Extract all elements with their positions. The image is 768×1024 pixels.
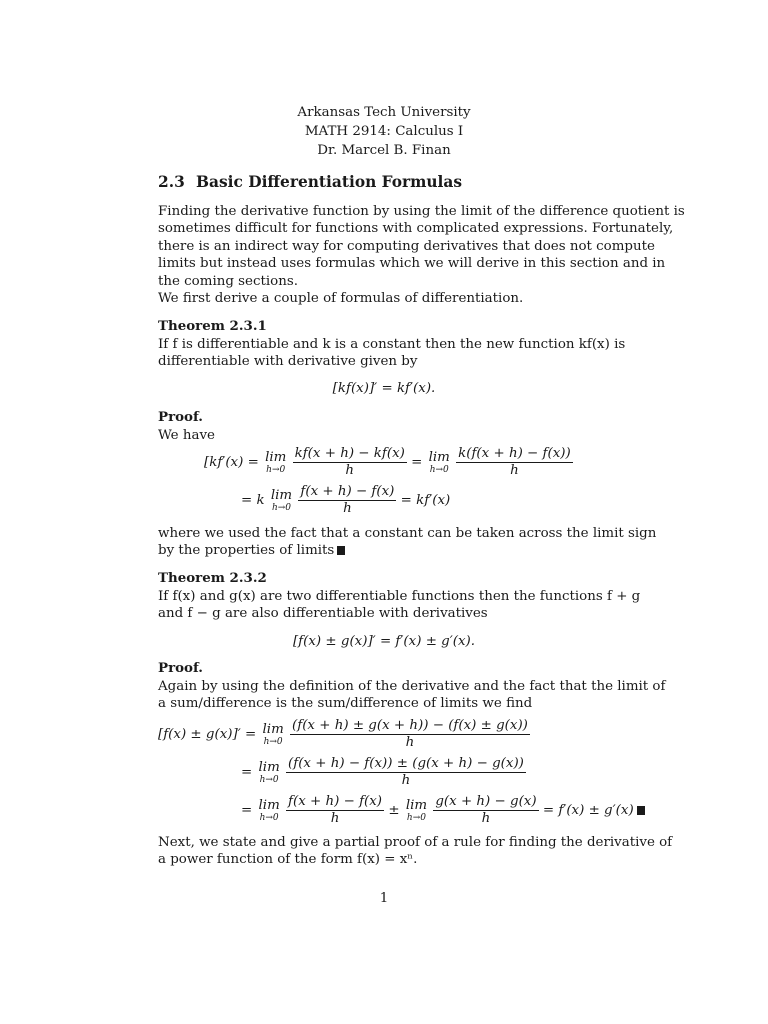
proof-1-conclusion [158, 525, 657, 560]
limit-operator: lim h→0 [428, 449, 450, 475]
fraction: $\frac{(f(x + h) - f(x)) \pm (g(x + h) - g(x))}{h}$ [288, 756, 524, 788]
theorem-2-line: and f − g are also differentiable with derivatives [158, 606, 488, 622]
theorem-1-statement [158, 336, 626, 371]
limit-operator: lim h→0 [265, 449, 287, 475]
fraction: $\frac{kf(x + h) - kf(x)}{h}$ [294, 446, 405, 478]
eq-lhs: = k [241, 493, 265, 508]
fraction: $\frac{k(f(x + h) - f(x))}{h}$ [458, 446, 571, 478]
page-number: 1 [379, 891, 389, 906]
proof-2-line: a sum/difference is the sum/difference of limits we find [158, 696, 533, 712]
intro-line: Finding the derivative function by using the limit of the difference quotient is [158, 204, 685, 219]
proof-1-line: where we used the fact that a constant can be taken across the limit sign [158, 526, 657, 541]
header-university: Arkansas Tech University [297, 105, 471, 120]
theorem-1-line: differentiable with derivative given by [158, 354, 418, 370]
section-heading [158, 174, 462, 192]
eq-rhs: = kf′(x) [400, 493, 451, 508]
qed-icon [337, 546, 345, 555]
theorem-2-title: Theorem 2.3.2 [158, 570, 267, 586]
proof-2-intro [158, 678, 666, 713]
intro-line: the coming sections. [158, 273, 298, 289]
theorem-2-equation: [f(x) ± g(x)]′ = f′(x) ± g′(x). [292, 634, 476, 649]
eq-pm: ± [388, 803, 400, 818]
eq-lhs: = [241, 803, 253, 818]
limit-operator: lim h→0 [262, 721, 284, 747]
limit-operator: lim h→0 [258, 759, 280, 785]
eq-lhs: [kf′(x) = [204, 455, 259, 470]
proof-2-line: Again by using the definition of the derivative and the fact that the limit of [158, 679, 666, 694]
proof-2-title: Proof. [158, 660, 203, 676]
document-header [0, 103, 768, 160]
theorem-2-statement [158, 588, 641, 623]
fraction: $\frac{f(x + h) - f(x)}{h}$ [288, 794, 383, 826]
fraction: $\frac{g(x + h) - g(x)}{h}$ [435, 794, 537, 826]
theorem-2-line: If f(x) and g(x) are two differentiable functions then the functions f + g [158, 589, 641, 604]
eq-equals: = [411, 455, 423, 470]
header-instructor: Dr. Marcel B. Finan [317, 143, 451, 158]
proof-2-equation-line-2 [241, 756, 526, 789]
qed-icon [637, 806, 645, 815]
proof-2-equation-line-1 [158, 718, 530, 751]
proof-1-equation-line-2 [241, 484, 450, 517]
closing-paragraph [158, 834, 673, 869]
header-course: MATH 2914: Calculus I [304, 124, 464, 139]
eq-rhs: = f′(x) ± g′(x) [542, 803, 634, 818]
proof-1-line: by the properties of limits [158, 542, 610, 559]
limit-operator: lim h→0 [405, 797, 428, 823]
eq-lhs: [f(x) ± g(x)]′ = [158, 727, 257, 742]
proof-1-title: Proof. [158, 409, 203, 425]
limit-operator: lim h→0 [258, 797, 280, 823]
theorem-1-title: Theorem 2.3.1 [158, 318, 267, 334]
section-title: Basic Differentiation Formulas [196, 173, 463, 191]
closing-line: Next, we state and give a partial proof of a rule for finding the derivative of [158, 835, 673, 850]
proof-2-equation-line-3 [241, 794, 645, 827]
fraction: $\frac{f(x + h) - f(x)}{h}$ [300, 484, 395, 516]
intro-line: We first derive a couple of formulas of differentiation. [158, 290, 524, 306]
intro-line: there is an indirect way for computing derivatives that does not compute [158, 238, 655, 254]
eq-lhs: = [241, 765, 253, 780]
proof-1-equation-line-1 [204, 446, 573, 479]
closing-line: a power function of the form f(x) = xⁿ. [158, 852, 418, 868]
proof-1-intro: We have [158, 428, 215, 443]
section-number: 2.3 [158, 173, 185, 191]
intro-line: limits but instead uses formulas which we will derive in this section and in [158, 256, 666, 272]
limit-operator: lim h→0 [270, 487, 293, 513]
fraction: $\frac{(f(x + h) \pm g(x + h)) - (f(x) \pm g(x))}{h}$ [292, 718, 528, 750]
theorem-1-line: If f is differentiable and k is a constant then the new function kf(x) is [158, 337, 626, 352]
theorem-1-equation: [kf(x)]′ = kf′(x). [332, 381, 436, 396]
intro-line: sometimes difficult for functions with complicated expressions. Fortunately, [158, 221, 674, 237]
intro-paragraph [158, 203, 685, 307]
